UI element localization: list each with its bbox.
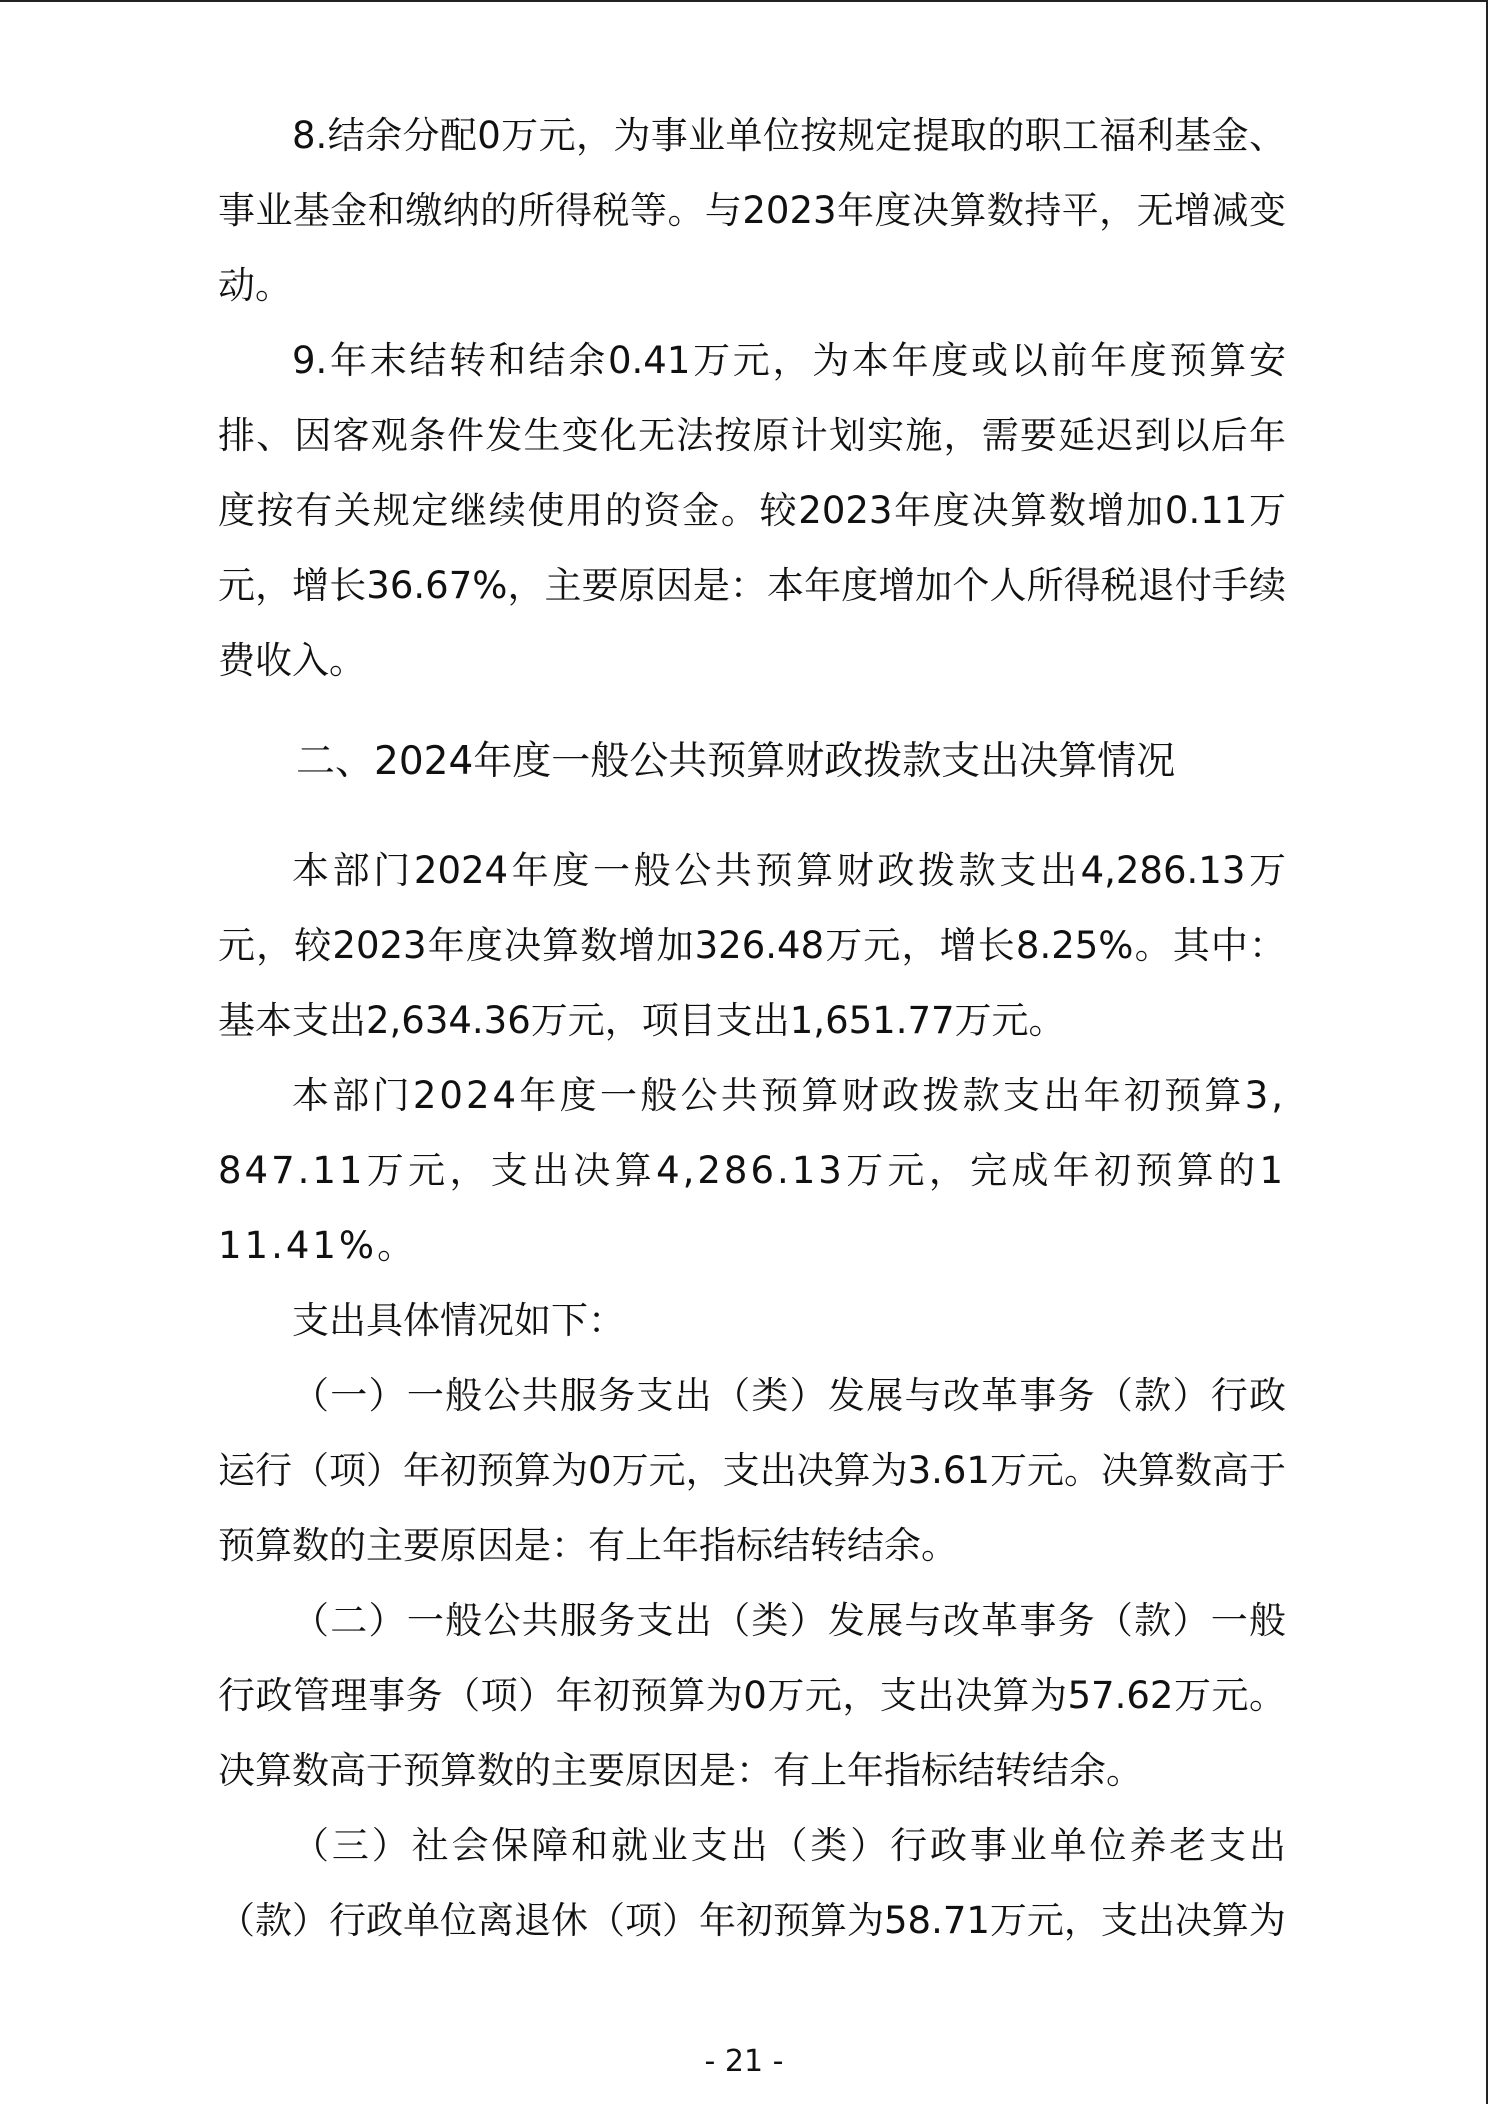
paragraph-surplus-distribution: 8.结余分配0万元，为事业单位按规定提取的职工福利基金、事业基金和缴纳的所得税等。与2023年度决算数持平，无增减变动。 (218, 114, 1286, 307)
paragraph-budget-completion: 本部门2024年度一般公共预算财政拨款支出年初预算3,847.11万元，支出决算4,286.13万元，完成年初预算的111.41%。 (218, 1074, 1286, 1267)
page-number: - 21 - (704, 2044, 784, 2079)
paragraph-item-two: （二）一般公共服务支出（类）发展与改革事务（款）一般行政管理事务（项）年初预算为0万元，支出决算为57.62万元。决算数高于预算数的主要原因是：有上年指标结转结余。 (218, 1599, 1286, 1792)
paragraph-item-three: （三）社会保障和就业支出（类）行政事业单位养老支出（款）行政单位离退休（项）年初预算为58.71万元，支出决算为 (218, 1824, 1286, 1942)
paragraph-expenditure-total: 本部门2024年度一般公共预算财政拨款支出4,286.13万元，较2023年度决算数增加326.48万元，增长8.25%。其中：基本支出2,634.36万元，项目支出1,651.77万元。 (218, 849, 1286, 1042)
section-heading: 二、2024年度一般公共预算财政拨款支出决算情况 (296, 739, 1176, 784)
paragraph-item-one: （一）一般公共服务支出（类）发展与改革事务（款）行政运行（项）年初预算为0万元，支出决算为3.61万元。决算数高于预算数的主要原因是：有上年指标结转结余。 (218, 1374, 1286, 1567)
paragraph-details-intro: 支出具体情况如下： (292, 1299, 625, 1342)
paragraph-year-end-carryover: 9.年末结转和结余0.41万元，为本年度或以前年度预算安排、因客观条件发生变化无法按原计划实施，需要延迟到以后年度按有关规定继续使用的资金。较2023年度决算数增加0.11万元，增长36.67%，主要原因是：本年度增加个人所得税退付手续费收入。 (218, 339, 1286, 682)
document-body (218, 98, 1286, 1958)
